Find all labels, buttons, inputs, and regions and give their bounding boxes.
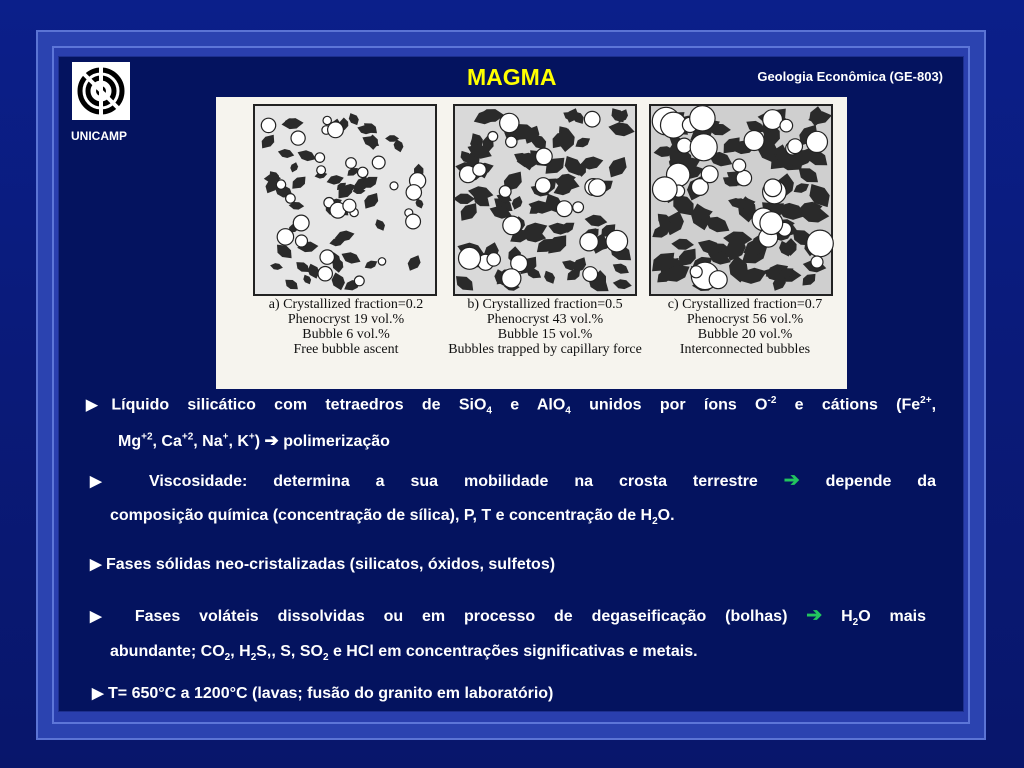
subscript: 2 xyxy=(322,652,329,664)
arrow-right-icon: ➔ xyxy=(806,605,823,626)
bullet-text: , Ca xyxy=(152,433,182,450)
bubble xyxy=(503,216,522,235)
caption-line: Bubble 20 vol.% xyxy=(697,327,793,342)
bubble xyxy=(315,153,325,163)
bubble xyxy=(733,159,746,172)
subscript: 2 xyxy=(852,617,859,629)
bullet-text: Viscosidade: determina a sua mobilidade na crosta terrestre xyxy=(148,473,758,490)
bubble xyxy=(584,111,600,127)
bubble xyxy=(261,118,275,132)
bubble xyxy=(701,166,718,183)
bubble xyxy=(343,199,356,212)
bullet-fases-solidas xyxy=(90,555,555,574)
arrow-right-icon: ➔ xyxy=(783,470,800,491)
superscript: -2 xyxy=(767,395,777,406)
caption-line: Bubble 6 vol.% xyxy=(302,327,390,342)
bullet-text: O. xyxy=(657,507,675,524)
triangle-right-icon: ▶ xyxy=(90,608,116,625)
bubble xyxy=(573,202,584,213)
caption-line: Free bubble ascent xyxy=(293,342,399,357)
caption-c xyxy=(654,297,836,357)
bubble xyxy=(499,186,511,198)
bullet-liquido xyxy=(86,395,936,417)
bubble xyxy=(317,166,326,175)
bullet-viscosidade-line2 xyxy=(110,507,675,527)
bubble xyxy=(788,139,803,154)
bubble xyxy=(736,170,751,185)
bubble xyxy=(780,119,793,132)
bullet-text: , Na xyxy=(193,433,223,450)
bubble xyxy=(653,177,678,202)
bullet-text: , xyxy=(931,396,937,414)
bubble xyxy=(536,148,553,165)
bubble xyxy=(372,156,385,169)
bullet-text: Mg xyxy=(118,433,142,450)
bubble xyxy=(583,267,598,282)
bubble xyxy=(806,131,827,152)
bullet-text: abundante; CO xyxy=(110,643,225,660)
caption-a xyxy=(256,297,436,357)
bubble xyxy=(690,266,702,278)
caption-line: Phenocryst 19 vol.% xyxy=(287,312,405,327)
bubble xyxy=(291,131,305,145)
bullet-text: e HCl em concentrações significativas e metais. xyxy=(328,643,698,660)
bullet-text: composição química (concentração de sílica), P, T e concentração de H xyxy=(110,507,653,524)
bubble xyxy=(500,113,519,132)
bubble xyxy=(293,215,309,231)
bubble xyxy=(764,179,782,197)
bubble xyxy=(690,106,715,131)
caption-line: Bubbles trapped by capillary force xyxy=(448,342,642,357)
triangle-right-icon: ▶ xyxy=(90,473,124,490)
superscript: + xyxy=(248,431,255,443)
bubble xyxy=(709,271,727,289)
bullet-text: unidos por íons O xyxy=(570,396,768,414)
bubble xyxy=(406,185,421,200)
bullet-temperatura xyxy=(92,684,553,703)
bubble xyxy=(760,212,783,235)
superscript: +2 xyxy=(181,431,194,443)
bullet-text: S,, S, SO xyxy=(256,643,323,660)
course-label: Geologia Econômica (GE-803) xyxy=(757,69,943,84)
subscript: 4 xyxy=(565,405,571,417)
bullet-text: ) xyxy=(254,433,261,450)
bubble xyxy=(473,163,486,176)
triangle-right-icon: ▶ xyxy=(90,556,102,573)
bullet-text: e cátions (Fe xyxy=(776,396,921,414)
caption-line: Interconnected bubbles xyxy=(679,342,811,357)
bubble xyxy=(328,122,344,138)
caption-line: Bubble 15 vol.% xyxy=(497,327,593,342)
bullet-text: Fases voláteis dissolvidas ou em processo de degaseificação (bolhas) xyxy=(134,608,788,625)
subscript: 2 xyxy=(224,652,231,664)
page-title: MAGMA xyxy=(467,64,557,90)
bubble xyxy=(535,178,551,194)
caption-line: a) Crystallized fraction=0.2 xyxy=(268,297,424,312)
bullet-text: , K xyxy=(228,433,249,450)
subscript: 2 xyxy=(652,516,658,528)
magma-crystallization-figure xyxy=(216,97,847,389)
bubble xyxy=(296,235,308,247)
bubble xyxy=(690,134,717,161)
triangle-right-icon: ▶ xyxy=(86,396,112,414)
bubble xyxy=(277,229,293,245)
bubble xyxy=(744,131,764,151)
superscript: 2+ xyxy=(920,395,932,406)
unicamp-logo xyxy=(72,62,130,120)
bubble xyxy=(286,194,296,204)
bubble xyxy=(580,233,598,251)
bullet-text: T= 650°C a 1200°C (lavas; fusão do granito em laboratório) xyxy=(108,685,554,702)
arrow-right-icon: ➔ xyxy=(264,431,279,450)
bubble xyxy=(358,167,368,177)
bullet-text: , H xyxy=(230,643,251,660)
bubble xyxy=(406,214,421,229)
bubble xyxy=(390,182,398,190)
bubble xyxy=(606,230,628,252)
subscript: 4 xyxy=(486,405,492,417)
bubble xyxy=(354,276,364,286)
bubble xyxy=(318,267,332,281)
bullet-text: polimerização xyxy=(278,433,390,450)
triangle-right-icon: ▶ xyxy=(92,685,104,702)
bullet-text: H xyxy=(841,608,853,625)
bullet-text: depende da xyxy=(825,473,936,490)
bullet-text: Líquido silicático com tetraedros de SiO xyxy=(111,396,487,414)
bubble xyxy=(589,179,607,197)
bubble xyxy=(378,258,385,265)
bubble xyxy=(346,158,357,169)
bubble xyxy=(811,256,823,268)
bubble xyxy=(677,138,692,153)
bubble xyxy=(488,132,498,142)
bullet-fases-volateis-line2 xyxy=(110,643,698,663)
caption-line: Phenocryst 56 vol.% xyxy=(686,312,804,327)
bubble xyxy=(276,180,285,189)
bullet-viscosidade xyxy=(90,469,936,492)
bullet-liquido-line2 xyxy=(118,431,390,451)
superscript: +2 xyxy=(141,431,153,443)
bullet-text: e AlO xyxy=(491,396,566,414)
subscript: 2 xyxy=(250,652,257,664)
bullet-text: Fases sólidas neo-cristalizadas (silicatos, óxidos, sulfetos) xyxy=(106,556,556,573)
bullet-text: O mais xyxy=(858,608,927,625)
bubble xyxy=(487,253,500,266)
bubble xyxy=(320,250,334,264)
bubble xyxy=(556,201,572,217)
caption-line: c) Crystallized fraction=0.7 xyxy=(667,297,823,312)
institution-label: UNICAMP xyxy=(71,129,127,143)
bullet-fases-volateis xyxy=(90,604,926,628)
bubble xyxy=(502,269,521,288)
caption-b xyxy=(430,297,660,357)
caption-line: b) Crystallized fraction=0.5 xyxy=(467,297,623,312)
caption-line: Phenocryst 43 vol.% xyxy=(486,312,604,327)
bubble xyxy=(506,136,517,147)
superscript: + xyxy=(222,431,229,443)
bubble xyxy=(807,230,834,257)
bubble xyxy=(459,247,481,269)
